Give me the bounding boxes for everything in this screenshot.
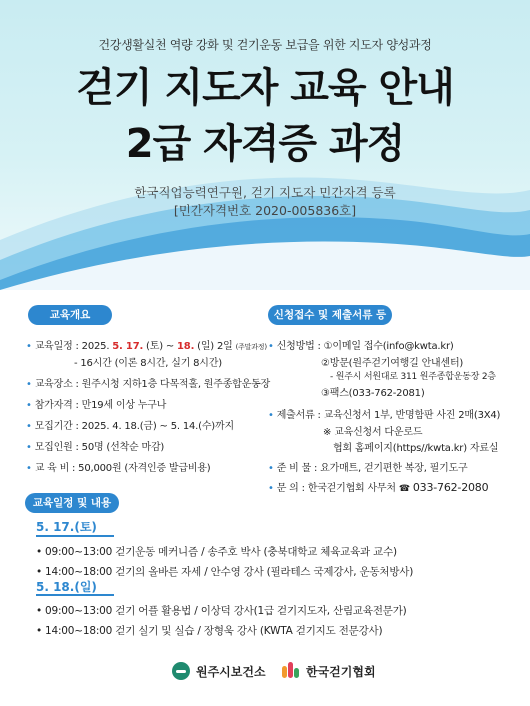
application-method-address: - 원주시 서원대로 311 원주종합운동장 2층	[330, 372, 496, 382]
wave-decoration	[0, 150, 530, 290]
overview-heading: 교육개요	[28, 305, 112, 325]
hero-banner	[0, 0, 530, 290]
cert-number: [민간자격번호 2020-005836호]	[173, 203, 357, 218]
phone-icon: ☎	[398, 484, 410, 494]
kwta-emblem-icon	[282, 662, 300, 680]
day1-date: 5. 17.(토)	[36, 520, 97, 534]
application-docs-note: ※ 교육신청서 다운로드	[323, 427, 423, 438]
application-heading: 신청접수 및 제출서류 등	[268, 305, 392, 325]
day2-session2: • 14:00~18:00 걷기 실기 및 실습 / 장형욱 강사 (KWTA 걷기지도 전문강사)	[36, 625, 383, 637]
application-docs: • 제출서류 : 교육신청서 1부, 반명함판 사진 2매(3X4)	[268, 410, 501, 421]
application-supplies: • 준 비 물 : 요가매트, 걷기편한 복장, 필기도구	[268, 463, 468, 474]
wonju-emblem-icon	[172, 662, 190, 680]
overview-eligibility: • 참가자격 : 만19세 이상 누구나	[26, 400, 167, 411]
page-title: 걷기 지도자 교육 안내	[76, 65, 454, 111]
application-contact: • 문 의 : 한국걷기협회 사무처 ☎ 033-762-2080	[268, 481, 489, 494]
application-docs-link: 협회 홈페이지(https//kwta.kr) 자료실	[333, 443, 499, 454]
header-kicker: 건강생활실천 역량 강화 및 걷기운동 보급을 위한 지도자 양성과정	[98, 38, 432, 52]
overview-schedule: • 교육일정 : 2025. 5. 17. (토) ~ 18. (일) 2일 (주말과정)	[26, 341, 267, 352]
overview-place: • 교육장소 : 원주시청 지하1층 다목적홀, 원주종합운동장	[26, 379, 271, 390]
overview-period: • 모집기간 : 2025. 4. 18.(금) ~ 5. 14.(수)까지	[26, 421, 234, 432]
application-method-fax: ③팩스(033-762-2081)	[321, 388, 425, 399]
application-method: • 신청방법 : ①이메일 접수(info@kwta.kr)	[268, 341, 454, 352]
day2-underline	[36, 594, 114, 596]
overview-fee: • 교 육 비 : 50,000원 (자격인증 발급비용)	[26, 463, 211, 474]
org-registration: 한국직업능력연구원, 걷기 지도자 민간자격 등록	[134, 185, 396, 200]
bullet-icon: •	[26, 341, 32, 352]
overview-capacity: • 모집인원 : 50명 (선착순 마감)	[26, 442, 165, 453]
page-subtitle: 2급 자격증 과정	[125, 121, 405, 167]
day1-session2: • 14:00~18:00 걷기의 올바른 자세 / 안수영 강사 (필라테스 국제강사, 운동처방사)	[36, 566, 414, 578]
kwta-logo: 한국걷기협회	[282, 662, 376, 680]
day1-underline	[36, 535, 114, 537]
overview-hours: - 16시간 (이론 8시간, 실기 8시간)	[74, 358, 222, 369]
schedule-heading: 교육일정 및 내용	[25, 493, 119, 513]
day2-session1: • 09:00~13:00 걷기 어플 활용법 / 이상덕 강사(1급 걷기지도자, 산림교육전문가)	[36, 605, 407, 617]
day2-date: 5. 18.(일)	[36, 580, 97, 594]
application-method-visit: ②방문(원주걷기여행길 안내센터)	[321, 358, 464, 369]
day1-session1: • 09:00~13:00 걷기운동 메커니즘 / 송주호 박사 (충북대학교 체육교육과 교수)	[36, 546, 397, 558]
wonju-health-center-logo: 원주시보건소	[172, 662, 266, 680]
